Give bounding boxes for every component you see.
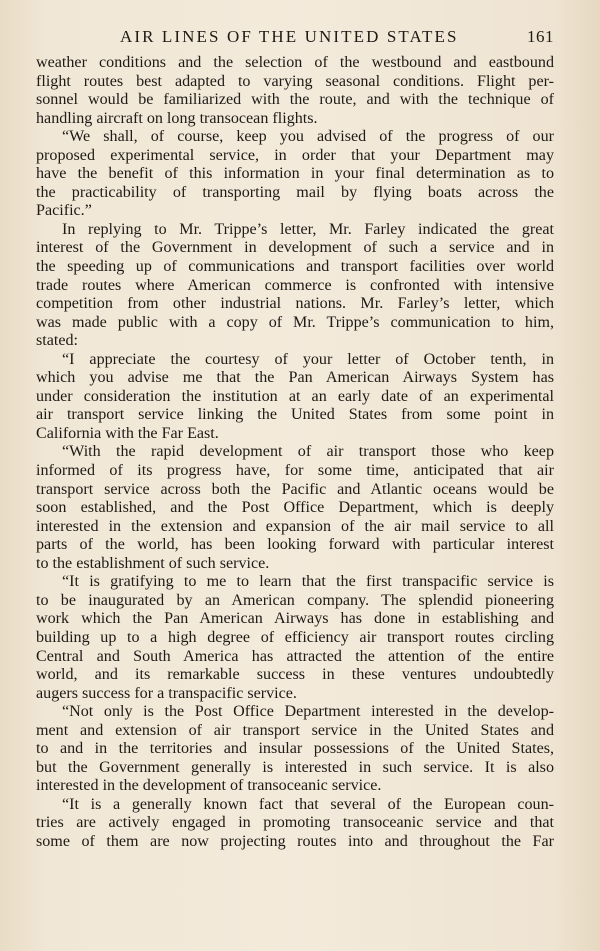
text-line: under consideration the institution at an early date of an experimental: [36, 387, 554, 405]
running-head: AIR LINES OF THE UNITED STATES: [120, 27, 459, 46]
text-line: world, and its remarkable success in these ventures undoubtedly: [36, 666, 554, 684]
page-number: 161: [527, 27, 554, 46]
text-line: interested in the extension and expansion of the air mail service to all: [36, 517, 554, 535]
page-body: [36, 54, 554, 852]
text-line: “It is gratifying to me to learn that the first transpacific service is: [62, 573, 554, 591]
page-header: [36, 20, 554, 54]
text-line: augers success for a transpacific service.: [36, 684, 297, 702]
text-line: was made public with a copy of Mr. Trippe’s communication to him,: [36, 313, 554, 331]
text-line: stated:: [36, 332, 79, 350]
text-line: Pacific.”: [36, 202, 92, 220]
text-line: informed of its progress have, for some time, anticipated that air: [36, 462, 554, 480]
text-line: weather conditions and the selection of the westbound and eastbound: [36, 54, 554, 71]
text-line: but the Government generally is interested in such service. It is also: [36, 758, 554, 776]
text-line: to and in the territories and insular possessions of the United States,: [36, 740, 554, 758]
text-line: “I appreciate the courtesy of your letter of October tenth, in: [62, 350, 554, 368]
text-line: flight routes best adapted to varying seasonal conditions. Flight per-: [36, 72, 554, 90]
text-line: have the benefit of this information in your final determination as to: [36, 165, 554, 183]
text-line: some of them are now projecting routes into and throughout the Far: [36, 832, 554, 850]
text-line: the practicability of transporting mail by flying boats across the: [36, 183, 554, 201]
text-line: tries are actively engaged in promoting transoceanic service and that: [36, 814, 554, 832]
text-line: transport service across both the Pacific and Atlantic oceans would be: [36, 480, 554, 498]
text-line: interested in the development of transoceanic service.: [36, 777, 382, 795]
text-line: proposed experimental service, in order that your Department may: [36, 146, 554, 164]
text-line: “Not only is the Post Office Department interested in the develop-: [62, 703, 554, 721]
text-line: the speeding up of communications and transport facilities over world: [36, 258, 554, 276]
text-line: “With the rapid development of air transport those who keep: [62, 443, 554, 461]
text-line: parts of the world, has been looking forward with particular interest: [36, 536, 554, 554]
text-line: air transport service linking the United States from some point in: [36, 406, 554, 424]
text-line: In replying to Mr. Trippe’s letter, Mr. Farley indicated the great: [62, 220, 554, 238]
text-line: soon established, and the Post Office Department, which is deeply: [36, 499, 554, 517]
text-line: handling aircraft on long transocean flights.: [36, 109, 318, 127]
text-line: competition from other industrial nations. Mr. Farley’s letter, which: [36, 295, 554, 313]
text-line: ment and extension of air transport service in the United States and: [36, 721, 554, 739]
text-line: interest of the Government in development of such a service and in: [36, 239, 554, 257]
text-line: work which the Pan American Airways has done in establishing and: [36, 610, 554, 628]
text-line: “We shall, of course, keep you advised of the progress of our: [62, 128, 554, 146]
text-line: Central and South America has attracted the attention of the entire: [36, 647, 554, 665]
text-line: trade routes where American commerce is confronted with intensive: [36, 276, 554, 294]
text-line: building up to a high degree of efficiency air transport routes circling: [36, 628, 554, 646]
text-line: California with the Far East.: [36, 424, 219, 442]
text-line: to the establishment of such service.: [36, 554, 270, 572]
text-line: “It is a generally known fact that several of the European coun-: [62, 795, 554, 813]
text-line: which you advise me that the Pan American Airways System has: [36, 369, 554, 387]
text-line: sonnel would be familiarized with the route, and with the technique of: [36, 91, 554, 109]
text-line: to be inaugurated by an American company. The splendid pioneering: [36, 591, 554, 609]
